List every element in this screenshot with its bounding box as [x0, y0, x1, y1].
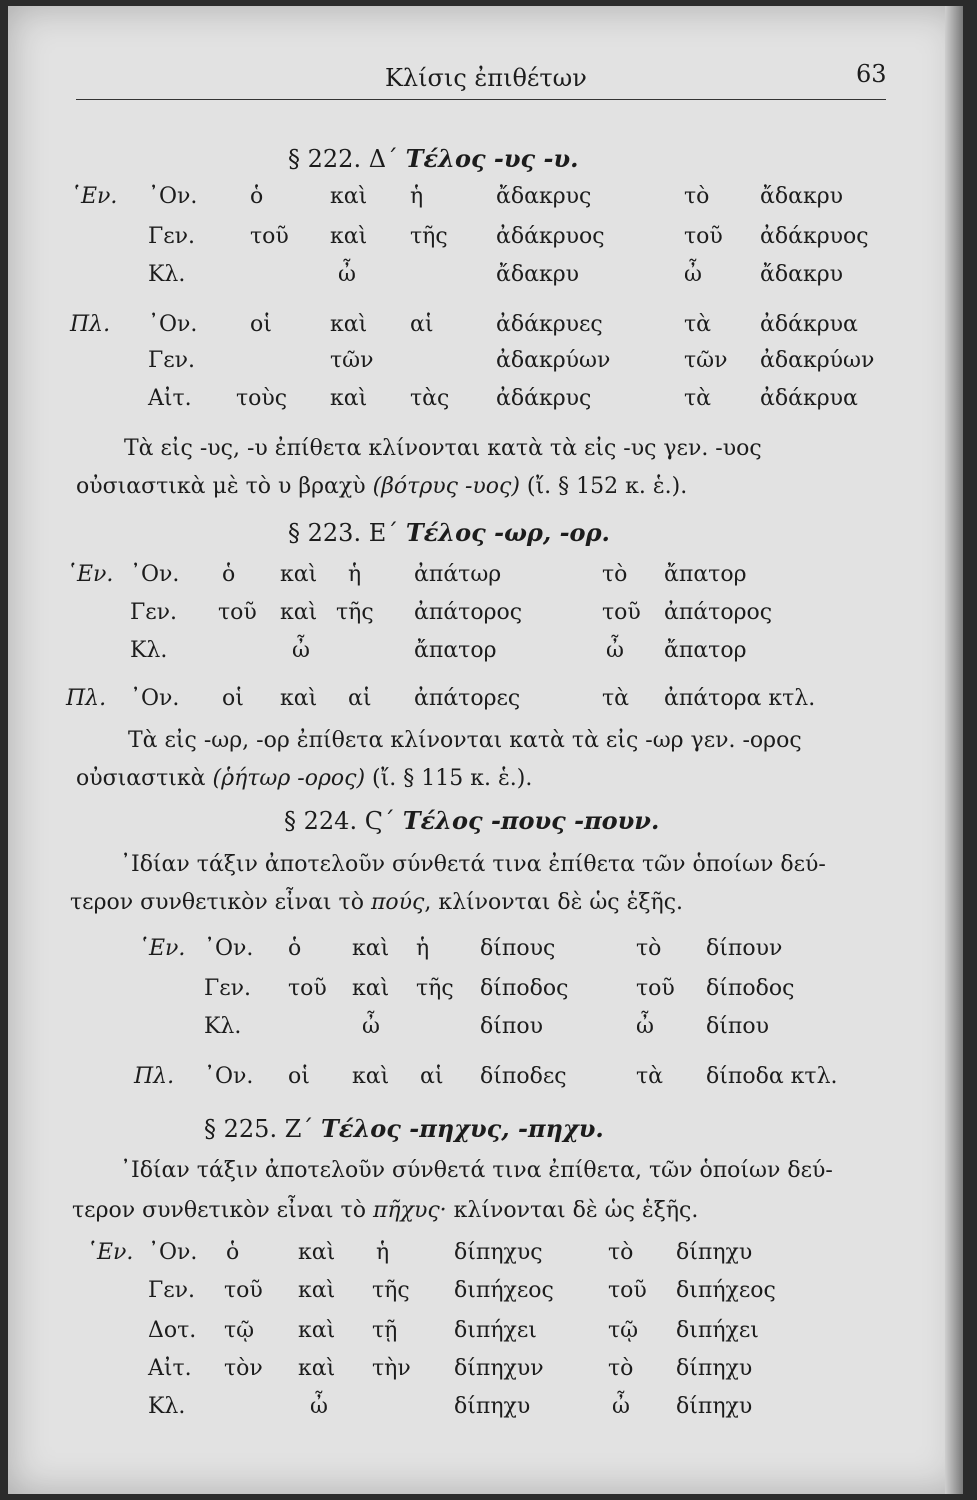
article-neut: τὸ [602, 562, 628, 587]
form-neut: ἀπάτορα κτλ. [664, 686, 816, 711]
example-word: (ῥήτωρ -ορος) [212, 766, 366, 791]
article-masc: τῷ [224, 1318, 255, 1343]
case-label: Κλ. [130, 638, 168, 663]
conjunction: καὶ [352, 1064, 390, 1089]
conjunction: καὶ [280, 686, 318, 711]
form-neut: ἀδάκρυα [760, 312, 858, 337]
section-title: Τέλος -υς -υ. [405, 144, 579, 173]
article-neut: τὰ [684, 312, 712, 337]
form-neut: διπήχεος [676, 1278, 776, 1303]
intro-224-line2 [70, 890, 683, 915]
header-rule [76, 99, 886, 100]
vocative-particle: ὦ [684, 262, 702, 287]
intro-225-line1: ᾿Ιδίαν τάξιν ἀποτελοῦν σύνθετά τινα ἐπίθετα, τῶν ὁποίων δεύ- [120, 1158, 833, 1183]
article-fem: ἡ [416, 936, 430, 961]
article-neut: τοῦ [636, 976, 675, 1001]
conjunction: καὶ [298, 1278, 336, 1303]
case-label: ᾿Ον. [148, 184, 198, 209]
conjunction: καὶ [330, 386, 368, 411]
conjunction: καὶ [352, 976, 390, 1001]
form-neut: ἄπατορ [664, 562, 747, 587]
number-label: ῾Εν. [66, 562, 114, 587]
section-title: Τέλος -ωρ, -ορ. [405, 518, 610, 547]
article-masc: ὁ [250, 184, 264, 209]
intro-224-line1: ᾿Ιδίαν τάξιν ἀποτελοῦν σύνθετά τινα ἐπίθετα τῶν ὁποίων δεύ- [120, 852, 826, 877]
section-225-heading [204, 1114, 604, 1143]
article-masc: οἱ [288, 1064, 310, 1089]
form-neut: ἀδάκρυος [760, 224, 869, 249]
section-number: § 223. Ε΄ [288, 519, 399, 547]
page-number: 63 [856, 60, 887, 88]
case-label: Γεν. [130, 600, 178, 625]
case-label: ᾿Ον. [130, 562, 180, 587]
conjunction: καὶ [330, 312, 368, 337]
number-label: Πλ. [70, 312, 111, 337]
vocative-particle: ὦ [338, 262, 356, 287]
case-label: Γεν. [204, 976, 252, 1001]
form-masc-fem: δίποδος [480, 976, 569, 1001]
section-223-heading [288, 518, 610, 547]
vocative-particle: ὦ [612, 1394, 630, 1419]
case-label: Κλ. [148, 1394, 186, 1419]
case-label: Γεν. [148, 224, 196, 249]
form-neut: ἀδακρύων [760, 348, 875, 373]
form-neut: δίπηχυ [676, 1394, 753, 1419]
case-label: Γεν. [148, 348, 196, 373]
form-neut: δίπηχυ [676, 1356, 753, 1381]
number-label: ῾Εν. [138, 936, 186, 961]
case-label: Δοτ. [148, 1318, 197, 1343]
form-neut: ἀδάκρυα [760, 386, 858, 411]
paragraph-223-line1: Τὰ εἰς -ωρ, -ορ ἐπίθετα κλίνονται κατὰ τὰ εἰς -ωρ γεν. -ορος [128, 728, 802, 753]
article-neut: τὸ [684, 184, 710, 209]
conjunction: καὶ [280, 600, 318, 625]
article-fem: τῆς [372, 1278, 410, 1303]
form-masc-fem: δίπηχυς [454, 1240, 543, 1265]
case-label: ᾿Ον. [204, 1064, 254, 1089]
form-masc-fem: ἄπατορ [414, 638, 497, 663]
section-number: § 225. Ζ΄ [204, 1115, 314, 1143]
text-run: κλίνονται δὲ ὡς ἑξῆς. [446, 1198, 699, 1223]
case-label: Κλ. [204, 1014, 242, 1039]
form-masc-fem: ἀπάτωρ [414, 562, 502, 587]
article-neut: τὰ [684, 386, 712, 411]
article-masc: τοῦ [224, 1278, 263, 1303]
case-label: ᾿Ον. [148, 312, 198, 337]
paragraph-222-line2 [76, 474, 687, 499]
running-header-title: Κλίσις ἐπιθέτων [385, 64, 587, 92]
article-neut: τὰ [636, 1064, 664, 1089]
form-masc-fem: ἄδακρυς [496, 184, 592, 209]
article-fem: αἱ [420, 1064, 444, 1089]
form-masc-fem: δίπηχυ [454, 1394, 531, 1419]
form-neut: ἄδακρυ [760, 184, 844, 209]
form-neut: δίπουν [706, 936, 783, 961]
text-run: (ἴ. § 152 κ. ἑ.). [519, 474, 688, 499]
form-masc-fem: ἀδακρύων [496, 348, 611, 373]
article-masc: ὁ [226, 1240, 240, 1265]
article-masc: οἱ [222, 686, 244, 711]
form-neut: δίποδα κτλ. [706, 1064, 838, 1089]
form-masc-fem: ἀδάκρυος [496, 224, 605, 249]
case-label: Κλ. [148, 262, 186, 287]
article-fem: τὴν [372, 1356, 411, 1381]
article-neut: τὰ [602, 686, 630, 711]
article-masc: τοῦ [288, 976, 327, 1001]
case-label: ᾿Ον. [130, 686, 180, 711]
article-neut: τοῦ [602, 600, 641, 625]
article-fem: τῆς [336, 600, 374, 625]
article-neut: τὸ [608, 1240, 634, 1265]
text-run: , κλίνονται δὲ ὡς ἑξῆς. [424, 890, 684, 915]
intro-225-line2 [72, 1198, 698, 1223]
book-page [8, 6, 963, 1494]
article-masc: τοῦ [250, 224, 289, 249]
number-label: Πλ. [134, 1064, 175, 1089]
form-masc-fem: ἀδάκρυς [496, 386, 592, 411]
form-masc-fem: διπήχει [454, 1318, 537, 1343]
form-neut: δίπηχυ [676, 1240, 753, 1265]
article-gen-pl: τῶν [330, 348, 374, 373]
article-fem: τῆς [416, 976, 454, 1001]
section-number: § 222. Δ΄ [288, 145, 399, 173]
section-number: § 224. Ϛ΄ [284, 807, 396, 835]
case-label: Αἰτ. [148, 1356, 192, 1381]
article-fem: αἱ [348, 686, 372, 711]
form-masc-fem: ἄδακρυ [496, 262, 580, 287]
article-neut: τῶν [684, 348, 728, 373]
form-neut: ἄπατορ [664, 638, 747, 663]
article-fem: τῆς [410, 224, 448, 249]
vocative-particle: ὦ [292, 638, 310, 663]
article-neut: τὸ [608, 1356, 634, 1381]
article-fem: τῇ [372, 1318, 398, 1343]
article-fem: ἡ [348, 562, 362, 587]
form-neut: δίπου [706, 1014, 769, 1039]
vocative-particle: ὦ [310, 1394, 328, 1419]
section-title: Τέλος -πηχυς, -πηχυ. [321, 1114, 604, 1143]
form-masc-fem: διπήχεος [454, 1278, 554, 1303]
article-masc: ὁ [222, 562, 236, 587]
article-masc: τὸν [224, 1356, 263, 1381]
page-spine-shadow [945, 6, 963, 1494]
conjunction: καὶ [298, 1318, 336, 1343]
vocative-particle: ὦ [606, 638, 624, 663]
form-neut: ἀπάτορος [664, 600, 773, 625]
article-fem: ἡ [376, 1240, 390, 1265]
paragraph-222-line1: Τὰ εἰς -υς, -υ ἐπίθετα κλίνονται κατὰ τὰ εἰς -υς γεν. -υος [124, 436, 762, 461]
number-label: ῾Εν. [86, 1240, 134, 1265]
number-label: ῾Εν. [70, 184, 118, 209]
article-fem: τὰς [410, 386, 450, 411]
case-label: ᾿Ον. [204, 936, 254, 961]
case-label: ᾿Ον. [148, 1240, 198, 1265]
form-neut: διπήχει [676, 1318, 759, 1343]
article-neut: τοῦ [608, 1278, 647, 1303]
conjunction: καὶ [298, 1240, 336, 1265]
article-masc: τοῦ [218, 600, 257, 625]
article-masc: ὁ [288, 936, 302, 961]
article-fem: αἱ [410, 312, 434, 337]
section-224-heading [284, 806, 659, 835]
text-run: τερον συνθετικὸν εἶναι τὸ [70, 890, 371, 915]
example-word: (βότρυς -υος) [372, 474, 520, 499]
text-run: (ἴ. § 115 κ. ἑ.). [365, 766, 533, 791]
conjunction: καὶ [352, 936, 390, 961]
form-masc-fem: ἀπάτορος [414, 600, 523, 625]
conjunction: καὶ [330, 184, 368, 209]
form-masc-fem: δίπηχυν [454, 1356, 544, 1381]
form-masc-fem: ἀπάτορες [414, 686, 521, 711]
conjunction: καὶ [330, 224, 368, 249]
form-masc-fem: δίπους [480, 936, 556, 961]
example-word: πούς [370, 890, 425, 915]
paragraph-223-line2 [76, 766, 532, 791]
form-neut: δίποδος [706, 976, 795, 1001]
vocative-particle: ὦ [362, 1014, 380, 1039]
case-label: Αἰτ. [148, 386, 192, 411]
section-222-heading [288, 144, 578, 173]
text-run: τερον συνθετικὸν εἶναι τὸ [72, 1198, 373, 1223]
form-masc-fem: ἀδάκρυες [496, 312, 603, 337]
number-label: Πλ. [66, 686, 107, 711]
article-neut: τὸ [636, 936, 662, 961]
vocative-particle: ὦ [636, 1014, 654, 1039]
article-neut: τῷ [608, 1318, 639, 1343]
form-neut: ἄδακρυ [760, 262, 844, 287]
conjunction: καὶ [298, 1356, 336, 1381]
text-run: οὐσιαστικὰ [76, 766, 213, 791]
case-label: Γεν. [148, 1278, 196, 1303]
article-masc: οἱ [250, 312, 272, 337]
conjunction: καὶ [280, 562, 318, 587]
article-neut: τοῦ [684, 224, 723, 249]
form-masc-fem: δίποδες [480, 1064, 567, 1089]
article-fem: ἡ [410, 184, 424, 209]
section-title: Τέλος -πους -πουν. [402, 806, 660, 835]
text-run: οὐσιαστικὰ μὲ τὸ υ βραχὺ [76, 474, 373, 499]
article-masc: τοὺς [236, 386, 288, 411]
form-masc-fem: δίπου [480, 1014, 543, 1039]
example-word: πῆχυς· [372, 1198, 447, 1223]
